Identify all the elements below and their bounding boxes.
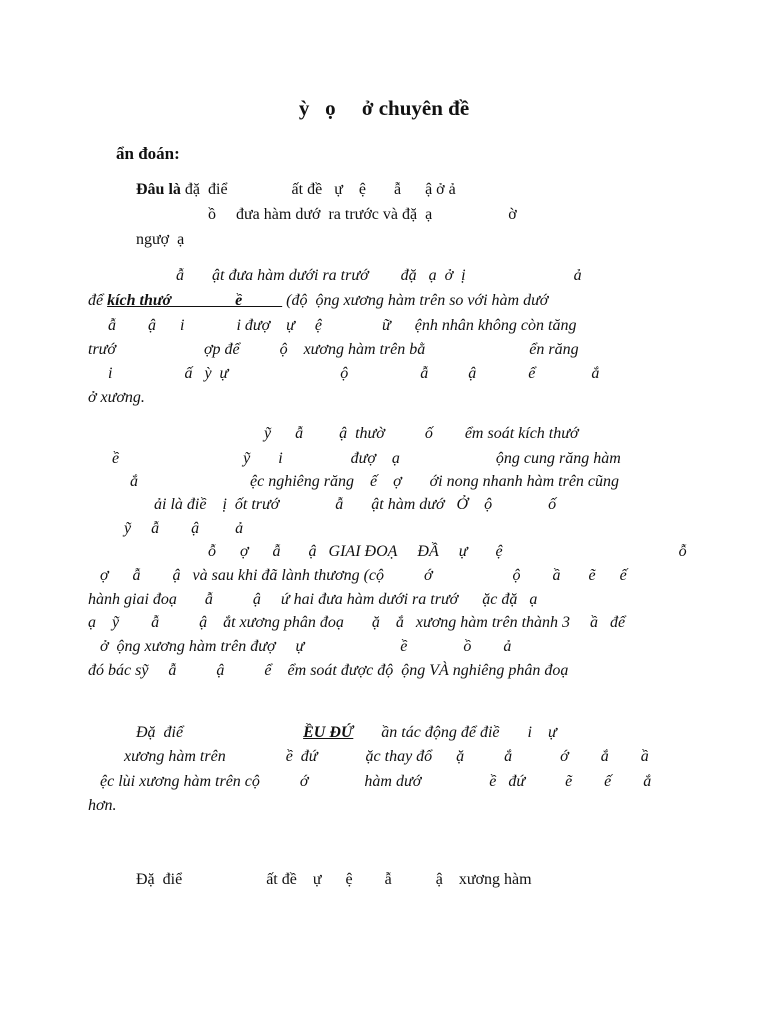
page-title: ỳ ọ ở chuyên đề xyxy=(298,96,470,120)
p2-underlined-term: kích thướ ề xyxy=(107,292,283,309)
p4-emphasis: ỀU ĐỨ xyxy=(303,724,354,741)
p3-line-7: ợ ẫ ậ và sau khi đã lành thương (cộ ớ ộ ầ ẽ ế xyxy=(100,567,627,584)
p3-line-3: ắ ệc nghiêng răng ế ợ ới nong nhanh hàm trên cũng xyxy=(130,473,620,490)
p3-line-6-a: ỗ ợ ẫ ậ xyxy=(208,543,329,560)
p1-line-3: ngượ ạ xyxy=(136,231,185,248)
p3-line-4: ải là điề ị ốt trướ ẫ ật hàm dướ Ở ộ ố xyxy=(154,496,557,513)
p2-line-2-pre: để xyxy=(88,292,108,309)
p2-line-6: ở xương. xyxy=(88,389,145,406)
p3-line-6-c: ự ệ ỗ xyxy=(438,543,687,560)
p3-line-5: ỹ ẫ ậ ả xyxy=(124,520,244,537)
section-heading: ẩn đoán: xyxy=(116,144,180,163)
p1-line-2: ồ đưa hàm dướ ra trước và đặ ạ ờ xyxy=(208,206,517,223)
p3-line-1: ỹ ẫ ậ thườ ố ểm soát kích thướ xyxy=(264,425,579,442)
p3-line-11: đó bác sỹ ẫ ậ ể ểm soát được độ ộng VÀ nghiêng phân đoạ xyxy=(88,662,569,679)
p2-line-4: trướ ợp để ộ xương hàm trên bằ ển răng xyxy=(88,341,579,358)
p3-line-2: ề ỹ i đượ ạ ộng cung răng hàm xyxy=(112,450,621,467)
p1-line-1-text: đặ điể ất đề ự ệ ẫ ậ ở ả xyxy=(180,181,456,198)
p4-line-1-pre: Đặ điể xyxy=(136,724,304,741)
p2-line-2-post: (độ ộng xương hàm trên so với hàm dướ xyxy=(282,292,549,309)
p3-phase-label: GIAI ĐOẠ ĐẦ xyxy=(328,543,439,560)
p5-line-1: Đặ điể ất đề ự ệ ẫ ậ xương hàm xyxy=(136,871,532,888)
p4-line-3: ệc lùi xương hàm trên cộ ớ hàm dướ ề đứ ẽ ế ắ xyxy=(100,773,652,790)
p1-line-1 xyxy=(136,180,456,200)
p4-line-1-post: ần tác động để điề i ự xyxy=(353,724,557,741)
p3-line-6 xyxy=(208,542,687,562)
p3-line-10: ở ộng xương hàm trên đượ ự ề ồ ả xyxy=(100,638,512,655)
p2-line-1: ẫ ật đưa hàm dưới ra trướ đặ ạ ở ị ả xyxy=(176,267,582,284)
p2-line-5: i ấ ỳ ự ộ ẫ ậ ể ắ xyxy=(108,365,600,382)
p4-line-2: xương hàm trên ề đứ ặc thay đổ ặ ắ ớ ắ ầ xyxy=(124,748,649,765)
p3-line-9: ạ ỹ ẫ ậ ắt xương phân đoạ ặ ắ xương hàm trên thành 3 ầ để xyxy=(88,614,626,631)
p2-line-3: ẫ ậ i i đượ ự ệ ữ ệnh nhân không còn tăng xyxy=(108,317,577,334)
p2-line-2 xyxy=(88,291,548,311)
p4-line-1 xyxy=(136,723,557,743)
p4-line-4: hơn. xyxy=(88,797,117,814)
p3-line-8: hành giai đoạ ẫ ậ ứ hai đưa hàm dưới ra trướ ặc đặ ạ xyxy=(88,591,538,608)
p1-bold-lead: Đâu là xyxy=(136,181,181,198)
